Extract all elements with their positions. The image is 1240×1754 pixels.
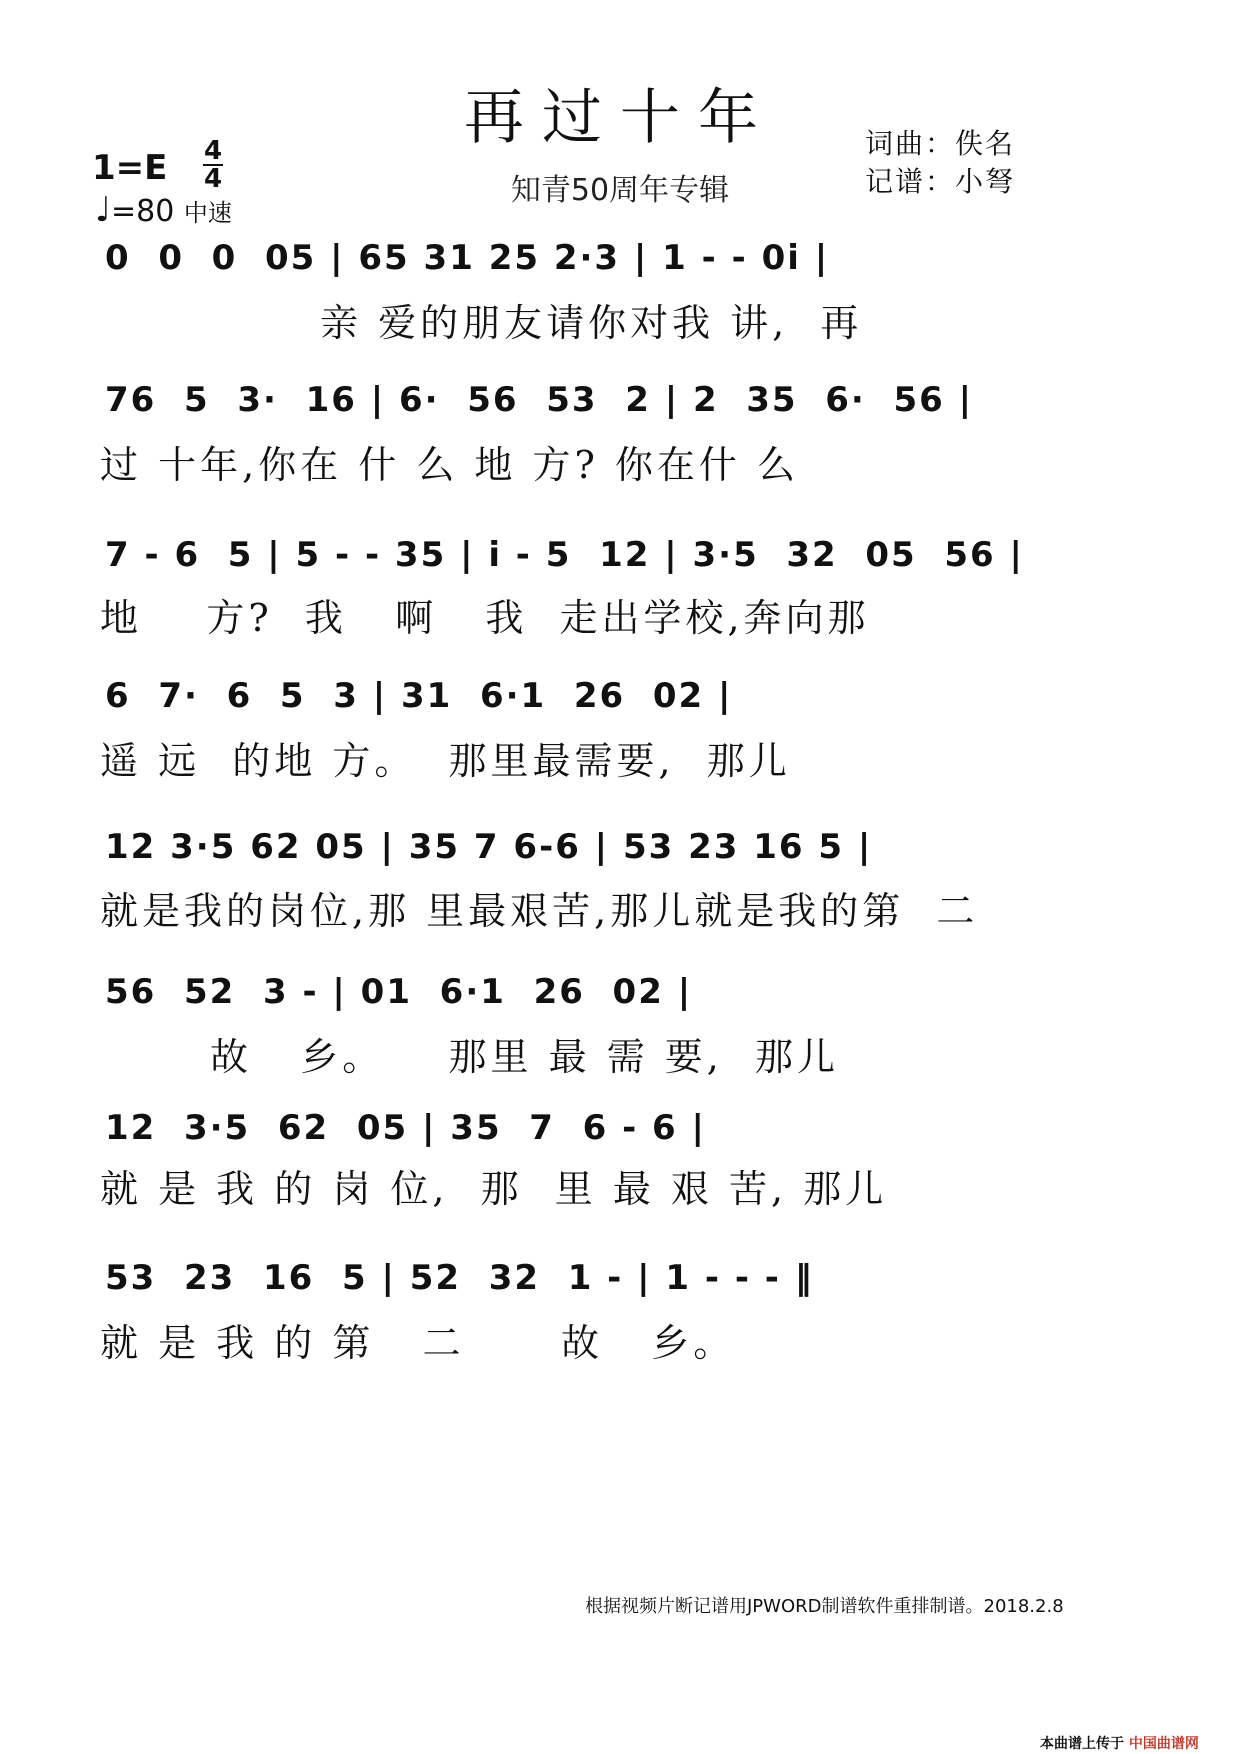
site-logo: 中国曲谱网 <box>1128 1736 1199 1752</box>
quarter-note-icon: ♩ <box>95 190 112 230</box>
time-signature <box>203 138 223 192</box>
time-signature-top: 4 <box>203 136 223 166</box>
notation-row: 12 3·5 62 05 | 35 7 6-6 | 53 23 16 5 | <box>105 827 873 867</box>
notation-row: 6 7· 6 5 3 | 31 6·1 26 02 | <box>105 676 733 716</box>
lyrics-row: 地 方? 我 啊 我 走出学校,奔向那 <box>100 596 870 640</box>
song-title: 再过十年 <box>464 83 776 153</box>
lyrics-row: 故 乡。 那里 最 需 要, 那儿 <box>210 1035 840 1079</box>
tempo-speed-word: 中速 <box>183 199 232 227</box>
upload-attribution <box>1040 1733 1199 1753</box>
lyrics-row: 亲 爱的朋友请你对我 讲, 再 <box>320 301 863 345</box>
key-signature: 1=E <box>92 148 168 188</box>
composer-credit: 词曲：佚名 <box>865 127 1016 160</box>
lyrics-row: 就 是 我 的 岗 位, 那 里 最 艰 苦, 那儿 <box>100 1167 888 1211</box>
lyrics-row: 就是我的岗位,那 里最艰苦,那儿就是我的第 二 <box>100 889 979 933</box>
notation-row: 0 0 0 05 | 65 31 25 2·3 | 1 - - 0i | <box>105 238 830 278</box>
lyrics-row: 遥 远 的地 方。 那里最需要, 那儿 <box>100 739 791 783</box>
notation-row: 76 5 3· 16 | 6· 56 53 2 | 2 35 6· 56 | <box>105 380 974 420</box>
notation-row: 53 23 16 5 | 52 32 1 - | 1 - - - ‖ <box>105 1258 814 1298</box>
notation-row: 7 - 6 5 | 5 - - 35 | i - 5 12 | 3·5 32 05 56 | <box>105 535 1024 575</box>
notation-row: 56 52 3 - | 01 6·1 26 02 | <box>105 972 693 1012</box>
tempo-marking <box>95 190 232 230</box>
notation-row: 12 3·5 62 05 | 35 7 6 - 6 | <box>105 1108 706 1148</box>
transcription-note: 根据视频片断记谱用JPWORD制谱软件重排制谱。2018.2.8 <box>585 1596 1064 1617</box>
lyrics-row: 就 是 我 的 第 二 故 乡。 <box>100 1321 736 1365</box>
album-subtitle: 知青50周年专辑 <box>510 173 730 208</box>
upload-label: 本曲谱上传于 <box>1040 1736 1124 1752</box>
lyrics-row: 过 十年,你在 什 么 地 方? 你在什 么 <box>100 443 800 487</box>
tempo-value: =80 <box>111 194 175 229</box>
time-signature-bottom: 4 <box>203 164 223 194</box>
transcriber-credit: 记谱：小弩 <box>865 165 1016 198</box>
